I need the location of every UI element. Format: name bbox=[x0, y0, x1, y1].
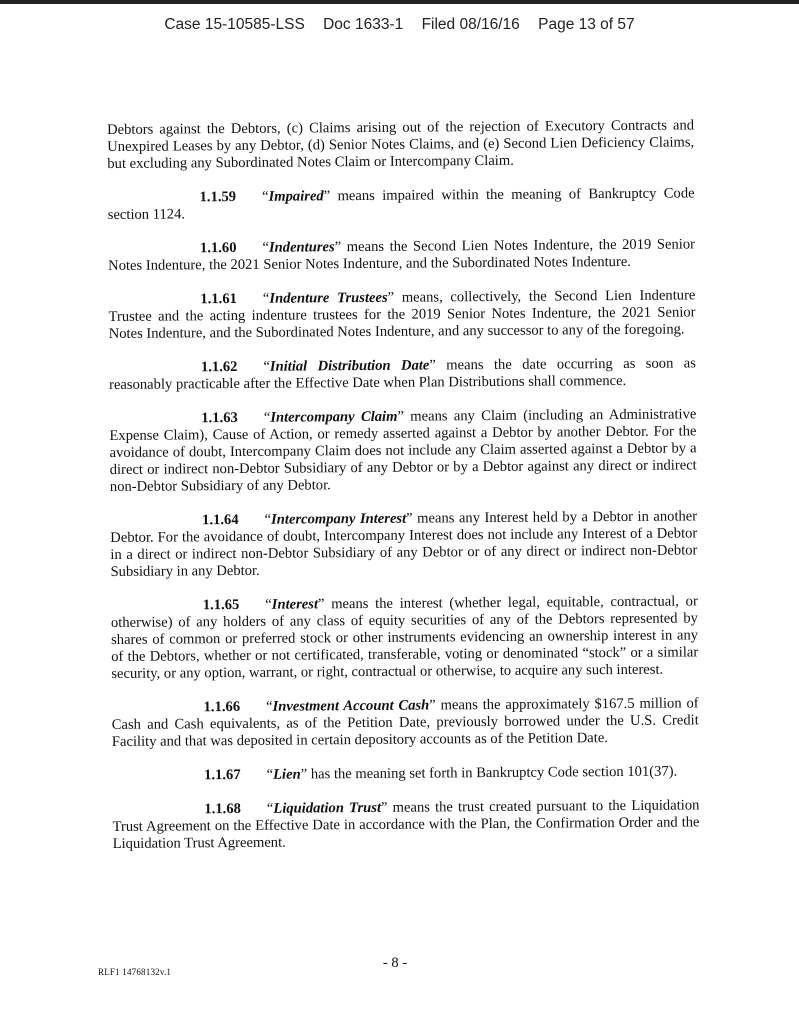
defined-term: Initial Distribution Date bbox=[269, 357, 430, 375]
definition-text: means any Claim (including an Administrative Expense Claim), Cause of Action, or remedy asserted against a Debtor by another Debtor. For the avoidance of doubt, Intercompany Claim does not include any Claim asserted against a Debtor by a direct or indirect non-Debtor Subsidiary of any Debtor or by a Debtor against any direct or indirect non-Debtor Subsidiary of any Debtor. bbox=[109, 406, 697, 495]
definition-paragraph bbox=[110, 508, 698, 581]
open-quote: “ bbox=[262, 239, 270, 256]
definitions-list bbox=[108, 185, 700, 853]
open-quote: “ bbox=[262, 290, 270, 307]
definition-text: means impaired within the meaning of Bankruptcy Code section 1124. bbox=[107, 185, 695, 223]
definition-paragraph bbox=[109, 406, 697, 496]
defined-term: Impaired bbox=[268, 188, 324, 205]
close-quote: ” bbox=[380, 799, 388, 816]
definition-paragraph bbox=[112, 695, 699, 751]
document-id-footer: RLF1 14768132v.1 bbox=[98, 967, 172, 977]
definition-paragraph bbox=[112, 763, 699, 785]
document-number: Doc 1633-1 bbox=[323, 16, 404, 33]
close-quote: ” bbox=[406, 510, 413, 527]
close-quote: ” bbox=[317, 596, 325, 613]
defined-term: Intercompany Interest bbox=[271, 510, 407, 528]
close-quote: ” bbox=[429, 697, 436, 714]
definition-paragraph bbox=[112, 797, 699, 853]
filed-date: Filed 08/16/16 bbox=[421, 16, 520, 33]
close-quote: ” bbox=[397, 408, 404, 425]
open-quote: “ bbox=[266, 766, 274, 783]
open-quote: “ bbox=[265, 596, 272, 613]
top-border bbox=[0, 0, 799, 4]
open-quote: “ bbox=[263, 358, 270, 375]
definition-text: means the interest (whether legal, equitable, contractual, or otherwise) of any holders of any class of equity securities of any of the Debtors represented by shares of common or preferred stock or other instruments evidencing an ownership interest in any of the Debtors, whether or not certificated, transferable, voting or denominated “stock” or a similar security, or any option, warrant, or right, contractual or otherwise, to acquire any such interest. bbox=[110, 593, 699, 682]
definition-text: has the meaning set forth in Bankruptcy Code section 101(37). bbox=[307, 763, 678, 783]
close-quote: ” bbox=[300, 766, 308, 783]
close-quote: ” bbox=[387, 289, 395, 306]
definition-text: means the Second Lien Notes Indenture, the 2019 Senior Notes Indenture, the 2021 Senior Notes Indenture, and the Subordinated Notes Indenture. bbox=[108, 236, 696, 274]
definition-text: means the date occurring as soon as reasonably practicable after the Effective Date when Plan Distributions shall commence. bbox=[109, 355, 696, 393]
definition-paragraph bbox=[108, 287, 695, 343]
open-quote: “ bbox=[263, 409, 271, 426]
close-quote: ” bbox=[323, 188, 331, 205]
page-number: - 8 - bbox=[382, 955, 408, 971]
open-quote: “ bbox=[262, 188, 269, 205]
definition-number: 1.1.67 bbox=[204, 766, 241, 784]
page-indicator: Page 13 of 57 bbox=[538, 16, 635, 33]
close-quote: ” bbox=[334, 239, 342, 256]
definition-number: 1.1.64 bbox=[202, 511, 239, 529]
case-number: Case 15-10585-LSS bbox=[164, 16, 305, 33]
definition-text: means the trust created pursuant to the Liquidation Trust Agreement on the Effective Date in accordance with the Plan, the Confirmation Order and the Liquidation Trust Agreement. bbox=[112, 797, 700, 852]
defined-term: Interest bbox=[271, 596, 319, 613]
defined-term: Lien bbox=[273, 766, 301, 783]
definition-number: 1.1.60 bbox=[199, 239, 237, 257]
defined-term: Indenture Trustees bbox=[269, 289, 388, 307]
document-body bbox=[107, 117, 700, 853]
defined-term: Indentures bbox=[268, 239, 335, 256]
definition-text: means the approximately $167.5 million of Cash and Cash equivalents, as of the Petition Date, previously borrowed under the U.S. Credit Facility and that was deposited in certain depository accounts as of the Petition Date. bbox=[111, 695, 699, 750]
defined-term: Liquidation Trust bbox=[273, 799, 382, 817]
definition-paragraph bbox=[111, 593, 699, 683]
open-quote: “ bbox=[266, 698, 273, 715]
definition-number: 1.1.63 bbox=[201, 409, 238, 427]
court-filing-header bbox=[0, 16, 799, 34]
definition-paragraph bbox=[109, 355, 696, 394]
defined-term: Intercompany Claim bbox=[270, 408, 398, 426]
definition-number: 1.1.62 bbox=[200, 358, 238, 376]
open-quote: “ bbox=[266, 800, 274, 817]
definition-number: 1.1.65 bbox=[202, 596, 240, 614]
open-quote: “ bbox=[264, 511, 272, 528]
definition-number: 1.1.68 bbox=[204, 800, 241, 818]
defined-term: Investment Account Cash bbox=[272, 697, 430, 715]
close-quote: ” bbox=[429, 357, 436, 374]
definition-paragraph bbox=[108, 185, 695, 224]
definition-text: means, collectively, the Second Lien Indenture Trustee and the acting indenture trustees for the 2019 Senior Notes Indenture, the 2021 Senior Notes Indenture, and the Subordinated Notes Indenture, and any successor to any of the foregoing. bbox=[108, 287, 696, 342]
definition-number: 1.1.66 bbox=[203, 698, 241, 716]
definition-paragraph bbox=[108, 236, 695, 275]
definition-text: means any Interest held by a Debtor in another Debtor. For the avoidance of doubt, Intercompany Interest does not include any Interest of a Debtor in a direct or indirect non-Debtor Subsidiary of any Debtor or of any direct or indirect non-Debtor Subsidiary in any Debtor. bbox=[110, 508, 698, 580]
continuation-paragraph: Debtors against the Debtors, (c) Claims arising out of the rejection of Executory Contracts and Unexpired Leases by any Debtor, (d) Senior Notes Claims, and (e) Second Lien Deficiency Claims, but excluding any Subordinated Notes Claim or Intercompany Claim. bbox=[107, 117, 695, 172]
definition-number: 1.1.59 bbox=[199, 188, 237, 206]
definition-number: 1.1.61 bbox=[200, 290, 237, 308]
